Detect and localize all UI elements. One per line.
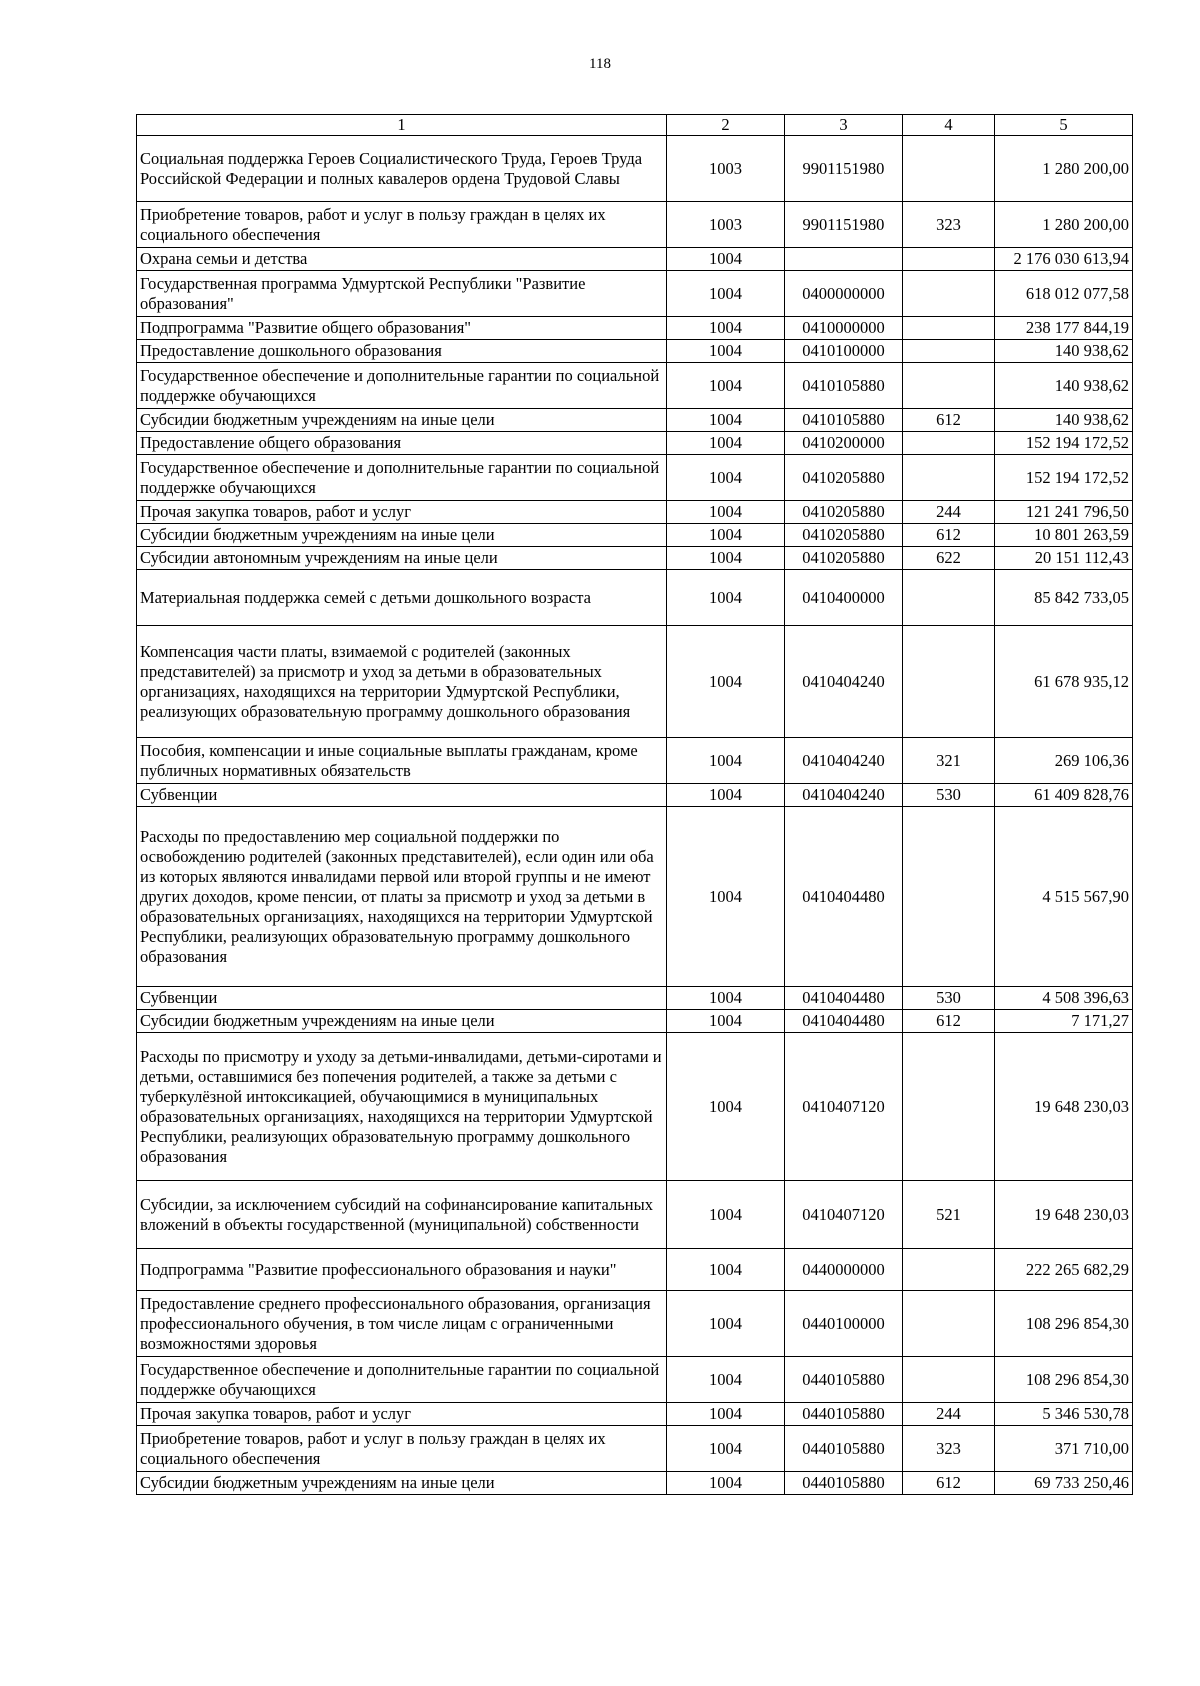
row-target-cell: 0410105880 [785, 409, 903, 432]
table-header-row [137, 115, 1133, 136]
row-amount-cell: 19 648 230,03 [995, 1181, 1133, 1249]
row-amount-cell: 5 346 530,78 [995, 1403, 1133, 1426]
row-amount-cell: 222 265 682,29 [995, 1249, 1133, 1291]
table-row [137, 1403, 1133, 1426]
row-name-cell: Подпрограмма "Развитие общего образования" [137, 317, 667, 340]
row-expense-cell [903, 807, 995, 987]
row-amount-cell: 1 280 200,00 [995, 202, 1133, 248]
row-target-cell: 0410200000 [785, 432, 903, 455]
table-row [137, 501, 1133, 524]
row-amount-cell: 61 409 828,76 [995, 784, 1133, 807]
table-row [137, 340, 1133, 363]
row-section-cell: 1004 [667, 1033, 785, 1181]
row-section-cell: 1004 [667, 807, 785, 987]
budget-table [136, 114, 1133, 1495]
row-name-cell: Прочая закупка товаров, работ и услуг [137, 1403, 667, 1426]
row-name-cell: Субсидии бюджетным учреждениям на иные цели [137, 1472, 667, 1495]
row-expense-cell [903, 432, 995, 455]
row-expense-cell [903, 317, 995, 340]
row-expense-cell: 323 [903, 1426, 995, 1472]
row-amount-cell: 108 296 854,30 [995, 1357, 1133, 1403]
row-name-cell: Приобретение товаров, работ и услуг в пользу граждан в целях их социального обеспечения [137, 1426, 667, 1472]
row-name-cell: Государственное обеспечение и дополнительные гарантии по социальной поддержке обучающихся [137, 455, 667, 501]
table-row [137, 784, 1133, 807]
row-amount-cell: 152 194 172,52 [995, 455, 1133, 501]
row-expense-cell [903, 1249, 995, 1291]
row-target-cell: 0410400000 [785, 570, 903, 626]
table-row [137, 987, 1133, 1010]
row-expense-cell [903, 363, 995, 409]
row-name-cell: Предоставление дошкольного образования [137, 340, 667, 363]
row-section-cell: 1004 [667, 363, 785, 409]
row-amount-cell: 61 678 935,12 [995, 626, 1133, 738]
row-target-cell: 0410404240 [785, 738, 903, 784]
row-target-cell: 0410407120 [785, 1033, 903, 1181]
row-amount-cell: 69 733 250,46 [995, 1472, 1133, 1495]
row-section-cell: 1004 [667, 432, 785, 455]
row-target-cell: 0410205880 [785, 524, 903, 547]
table-row [137, 547, 1133, 570]
row-section-cell: 1004 [667, 570, 785, 626]
row-section-cell: 1004 [667, 340, 785, 363]
row-amount-cell: 238 177 844,19 [995, 317, 1133, 340]
row-name-cell: Расходы по предоставлению мер социальной поддержки по освобождению родителей (законных представителей), если один или оба из которых являются инвалидами первой или второй группы и не имеют других доходов, кроме пенсии, от платы за присмотр и уход за детьми в образовательных организациях, находящихся на территории Удмуртской Республики, реализующих образовательную программу дошкольного образования [137, 807, 667, 987]
row-expense-cell [903, 340, 995, 363]
row-section-cell: 1004 [667, 1357, 785, 1403]
row-name-cell: Субсидии бюджетным учреждениям на иные цели [137, 1010, 667, 1033]
table-row [137, 738, 1133, 784]
row-target-cell: 0410407120 [785, 1181, 903, 1249]
row-section-cell: 1004 [667, 1426, 785, 1472]
row-amount-cell: 140 938,62 [995, 409, 1133, 432]
row-name-cell: Предоставление среднего профессионального образования, организация профессионального обучения, в том числе лицам с ограниченными возможностями здоровья [137, 1291, 667, 1357]
row-section-cell: 1003 [667, 136, 785, 202]
row-target-cell: 0410404240 [785, 626, 903, 738]
row-expense-cell: 321 [903, 738, 995, 784]
row-expense-cell [903, 570, 995, 626]
row-amount-cell: 10 801 263,59 [995, 524, 1133, 547]
row-section-cell: 1004 [667, 1010, 785, 1033]
row-amount-cell: 85 842 733,05 [995, 570, 1133, 626]
table-row [137, 626, 1133, 738]
table-row [137, 363, 1133, 409]
row-expense-cell: 612 [903, 409, 995, 432]
table-row [137, 1357, 1133, 1403]
row-expense-cell [903, 248, 995, 271]
row-section-cell: 1004 [667, 626, 785, 738]
row-target-cell: 0440105880 [785, 1357, 903, 1403]
row-target-cell: 0410205880 [785, 501, 903, 524]
row-target-cell: 0440000000 [785, 1249, 903, 1291]
row-section-cell: 1004 [667, 784, 785, 807]
row-expense-cell [903, 1033, 995, 1181]
row-expense-cell [903, 136, 995, 202]
row-section-cell: 1004 [667, 1472, 785, 1495]
row-section-cell: 1004 [667, 1403, 785, 1426]
row-amount-cell: 19 648 230,03 [995, 1033, 1133, 1181]
row-amount-cell: 108 296 854,30 [995, 1291, 1133, 1357]
row-expense-cell [903, 455, 995, 501]
row-section-cell: 1004 [667, 271, 785, 317]
row-name-cell: Субсидии, за исключением субсидий на софинансирование капитальных вложений в объекты государственной (муниципальной) собственности [137, 1181, 667, 1249]
row-name-cell: Государственная программа Удмуртской Республики "Развитие образования" [137, 271, 667, 317]
table-row [137, 409, 1133, 432]
table-row [137, 1033, 1133, 1181]
row-name-cell: Прочая закупка товаров, работ и услуг [137, 501, 667, 524]
table-row [137, 570, 1133, 626]
row-target-cell [785, 248, 903, 271]
table-row [137, 432, 1133, 455]
row-name-cell: Пособия, компенсации и иные социальные выплаты гражданам, кроме публичных нормативных обязательств [137, 738, 667, 784]
row-name-cell: Субвенции [137, 987, 667, 1010]
row-amount-cell: 269 106,36 [995, 738, 1133, 784]
row-name-cell: Материальная поддержка семей с детьми дошкольного возраста [137, 570, 667, 626]
table-row [137, 136, 1133, 202]
row-target-cell: 0440100000 [785, 1291, 903, 1357]
row-expense-cell: 323 [903, 202, 995, 248]
row-name-cell: Компенсация части платы, взимаемой с родителей (законных представителей) за присмотр и уход за детьми в образовательных организациях, находящихся на территории Удмуртской Республики, реализующих образовательную программу дошкольного образования [137, 626, 667, 738]
row-expense-cell [903, 271, 995, 317]
row-section-cell: 1004 [667, 409, 785, 432]
table-row [137, 1426, 1133, 1472]
row-amount-cell: 618 012 077,58 [995, 271, 1133, 317]
row-name-cell: Государственное обеспечение и дополнительные гарантии по социальной поддержке обучающихся [137, 1357, 667, 1403]
table-row [137, 248, 1133, 271]
row-section-cell: 1004 [667, 987, 785, 1010]
row-expense-cell: 622 [903, 547, 995, 570]
row-section-cell: 1004 [667, 1249, 785, 1291]
row-expense-cell: 612 [903, 524, 995, 547]
row-name-cell: Социальная поддержка Героев Социалистического Труда, Героев Труда Российской Федерации и полных кавалеров ордена Трудовой Славы [137, 136, 667, 202]
row-target-cell: 9901151980 [785, 202, 903, 248]
header-col-5: 5 [995, 115, 1133, 136]
table-row [137, 317, 1133, 340]
row-target-cell: 0400000000 [785, 271, 903, 317]
row-amount-cell: 371 710,00 [995, 1426, 1133, 1472]
row-target-cell: 0440105880 [785, 1426, 903, 1472]
table-row [137, 1010, 1133, 1033]
row-target-cell: 0410404480 [785, 807, 903, 987]
row-amount-cell: 140 938,62 [995, 363, 1133, 409]
row-name-cell: Расходы по присмотру и уходу за детьми-инвалидами, детьми-сиротами и детьми, оставшимися без попечения родителей, а также за детьми с туберкулёзной интоксикацией, обучающимися в муниципальных образовательных организациях, находящихся на территории Удмуртской Республики, реализующих образовательную программу дошкольного образования [137, 1033, 667, 1181]
row-name-cell: Предоставление общего образования [137, 432, 667, 455]
row-amount-cell: 140 938,62 [995, 340, 1133, 363]
row-target-cell: 0410404240 [785, 784, 903, 807]
row-name-cell: Государственное обеспечение и дополнительные гарантии по социальной поддержке обучающихся [137, 363, 667, 409]
table-row [137, 1249, 1133, 1291]
row-section-cell: 1004 [667, 547, 785, 570]
table-row [137, 1291, 1133, 1357]
row-target-cell: 0410205880 [785, 547, 903, 570]
table-row [137, 202, 1133, 248]
row-name-cell: Субсидии автономным учреждениям на иные цели [137, 547, 667, 570]
row-section-cell: 1004 [667, 317, 785, 340]
row-expense-cell: 530 [903, 784, 995, 807]
row-name-cell: Субсидии бюджетным учреждениям на иные цели [137, 409, 667, 432]
row-target-cell: 0410000000 [785, 317, 903, 340]
table-row [137, 1181, 1133, 1249]
row-section-cell: 1004 [667, 1291, 785, 1357]
row-section-cell: 1004 [667, 524, 785, 547]
header-col-1: 1 [137, 115, 667, 136]
row-target-cell: 0410100000 [785, 340, 903, 363]
row-expense-cell: 521 [903, 1181, 995, 1249]
row-target-cell: 0410105880 [785, 363, 903, 409]
row-target-cell: 9901151980 [785, 136, 903, 202]
row-expense-cell: 612 [903, 1010, 995, 1033]
row-name-cell: Подпрограмма "Развитие профессионального образования и науки" [137, 1249, 667, 1291]
row-section-cell: 1004 [667, 738, 785, 784]
table-row [137, 455, 1133, 501]
header-col-3: 3 [785, 115, 903, 136]
row-section-cell: 1004 [667, 248, 785, 271]
row-expense-cell [903, 626, 995, 738]
row-target-cell: 0440105880 [785, 1403, 903, 1426]
row-expense-cell: 244 [903, 501, 995, 524]
row-amount-cell: 4 508 396,63 [995, 987, 1133, 1010]
row-amount-cell: 7 171,27 [995, 1010, 1133, 1033]
row-expense-cell [903, 1291, 995, 1357]
row-amount-cell: 20 151 112,43 [995, 547, 1133, 570]
row-section-cell: 1003 [667, 202, 785, 248]
header-col-4: 4 [903, 115, 995, 136]
table-body [137, 136, 1133, 1495]
page-number: 118 [589, 56, 611, 72]
row-amount-cell: 152 194 172,52 [995, 432, 1133, 455]
row-name-cell: Субвенции [137, 784, 667, 807]
row-section-cell: 1004 [667, 501, 785, 524]
row-name-cell: Охрана семьи и детства [137, 248, 667, 271]
table-row [137, 271, 1133, 317]
row-amount-cell: 4 515 567,90 [995, 807, 1133, 987]
row-amount-cell: 1 280 200,00 [995, 136, 1133, 202]
header-col-2: 2 [667, 115, 785, 136]
row-expense-cell: 612 [903, 1472, 995, 1495]
row-target-cell: 0440105880 [785, 1472, 903, 1495]
row-target-cell: 0410404480 [785, 987, 903, 1010]
row-name-cell: Субсидии бюджетным учреждениям на иные цели [137, 524, 667, 547]
row-section-cell: 1004 [667, 455, 785, 501]
table-row [137, 807, 1133, 987]
row-expense-cell: 244 [903, 1403, 995, 1426]
row-target-cell: 0410404480 [785, 1010, 903, 1033]
table-row [137, 1472, 1133, 1495]
row-target-cell: 0410205880 [785, 455, 903, 501]
table-row [137, 524, 1133, 547]
row-section-cell: 1004 [667, 1181, 785, 1249]
row-amount-cell: 2 176 030 613,94 [995, 248, 1133, 271]
row-amount-cell: 121 241 796,50 [995, 501, 1133, 524]
row-expense-cell: 530 [903, 987, 995, 1010]
row-name-cell: Приобретение товаров, работ и услуг в пользу граждан в целях их социального обеспечения [137, 202, 667, 248]
row-expense-cell [903, 1357, 995, 1403]
